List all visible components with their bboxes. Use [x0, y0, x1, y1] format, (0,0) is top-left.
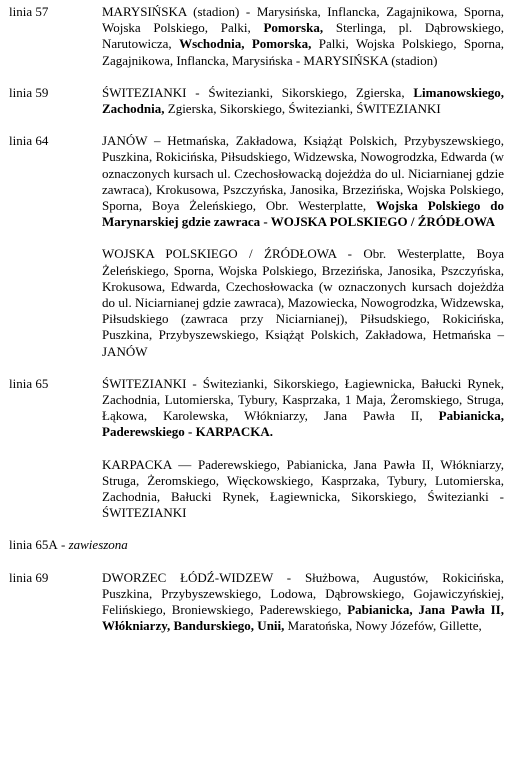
line-status: - zawieszona [57, 537, 128, 553]
route-segment: DWORZEC ŁÓDŹ-WIDZEW - Służbowa, Augustów, Rokicińska, Puszkina, Przybyszewskiego, Lodowa, Dąbrowskiego, Gojawiczyńskiej, Felińskiego, Broniewskiego, Paderewskiego, [102, 569, 504, 618]
route-segment: KARPACKA — Paderewskiego, Pabianicka, [102, 456, 347, 472]
route-text-return [102, 246, 504, 359]
route-segment: Zgierska, Sikorskiego, Świtezianki, ŚWITEZIANKI [164, 101, 441, 117]
route-segment: Sterlinga, pl. Dąbrowskiego, Narutowicza, [102, 20, 504, 52]
route-text [102, 4, 504, 69]
route-segment: ŚWITEZIANKI - Świtezianki, Sikorskiego, Zgierska, [102, 84, 414, 100]
line-label: linia 69 [9, 569, 49, 585]
route-text [102, 85, 504, 117]
route-segment: Limanowskiego, Zachodnia, [102, 84, 504, 117]
line-label: linia 59 [9, 84, 49, 100]
line-label: linia 65A [9, 537, 58, 553]
line-label: linia 64 [9, 133, 49, 149]
route-segment: Pomorska, [263, 20, 324, 36]
line-entry-65a [0, 537, 517, 553]
line-label: linia 65 [9, 375, 49, 391]
route-segment: Wschodnia, Pomorska, [179, 36, 312, 52]
line-entry-65 [0, 376, 517, 441]
route-text [102, 133, 504, 230]
route-text [102, 376, 504, 441]
route-text-return [102, 457, 504, 522]
route-segment: Pabianicka, Jana Pawła II, Włókniarzy, Bandurskiego, Unii, [102, 602, 504, 634]
route-segment: - Obr. Westerplatte, Boya Żeleńskiego, Sporna, Wojska Polskiego, Brzezińska, Janosika, Pszczyńska, Krokusowa, Edwarda, Czechosłowacka (w oznaczonych kursach dojeżdża do ul. Niciarnianej gdzie zawraca), Mazowiecka, Nowogrodzka, Widzewska, Piłsudskiego (zawraca przy Niciarnianej), Piłsudskiego, Rokicińska, Puszkina, Przybyszewskiego, Książąt Polskich, Zakładowa, Hetmańska – JANÓW [102, 246, 505, 359]
route-segment: WOJSKA POLSKIEGO / ŹRÓDŁOWA [102, 246, 337, 262]
route-segment: Palki, Wojska Polskiego, Sporna, Zagajnikowa, Inflancka, Marysińska - MARYSIŃSKA (stadion) [102, 36, 504, 68]
document-page [0, 4, 517, 635]
line-entry-57 [0, 4, 517, 69]
route-text [102, 570, 504, 635]
route-segment: MARYSIŃSKA (stadion) - Marysińska, Inflancka, Zagajnikowa, Sporna, Wojska Polskiego, Palki, [102, 4, 504, 36]
route-segment: Pabianicka, Paderewskiego - KARPACKA. [102, 408, 504, 440]
route-segment: JANÓW – Hetmańska, Zakładowa, Książąt Polskich, Przybyszewskiego, Puszkina, Rokicińska, Piłsudskiego, Widzewska, Nowogrodzka, Edwarda (w oznaczonych kursach ul. Czechosłowacką dojeżdża do ul. Niciarnianej gdzie zawraca), Krokusowa, Pszczyńska, Janosika, Brzezińska, Wojska Polskiego, Sporna, Boya Żeleńskiego, Obr. Westerplatte, [102, 133, 504, 214]
route-segment: Maratońska, Nowy Józefów, Gillette, [284, 618, 482, 634]
route-segment: Wojska Polskiego do Marynarskiej gdzie zawraca - WOJSKA POLSKIEGO / ŹRÓDŁOWA [102, 198, 504, 230]
route-segment: ŚWITEZIANKI - Świtezianki, Sikorskiego, Łagiewnicka, Bałucki Rynek, Zachodnia, Lutomierska, Tybury, Kasprzaka, 1 Maja, Żeromskiego, Struga, Łąkowa, Karolewska, Włókniarzy, Jana Pawła II, [102, 375, 504, 424]
line-entry-64 [0, 133, 517, 230]
line-entry-59 [0, 85, 517, 117]
route-segment: Jana Pawła II, Włókniarzy, Struga, Żeromskiego, Więckowskiego, Kasprzaka, Tybury, Lutomierska, Zachodnia, Bałucki Rynek, Łagiewnicka, Sikorskiego, Świtezianki - ŚWITEZIANKI [102, 456, 505, 521]
line-entry-69 [0, 570, 517, 635]
line-label: linia 57 [9, 4, 49, 19]
line-label-suspended [0, 537, 128, 553]
